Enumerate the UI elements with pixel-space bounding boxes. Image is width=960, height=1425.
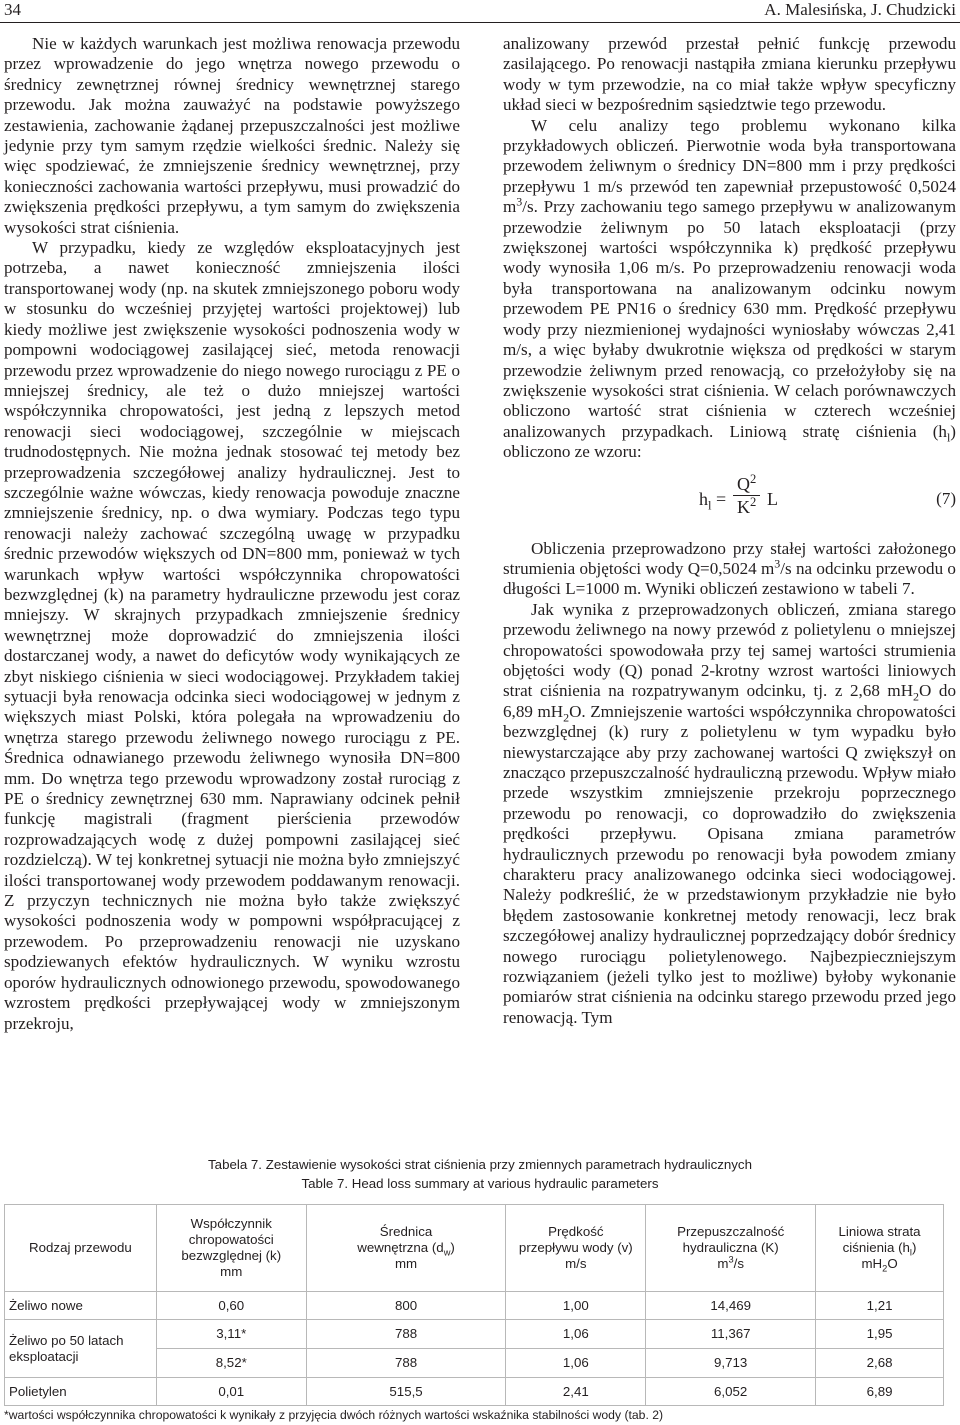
left-paragraph-2: W przypadku, kiedy ze względów eksploatacyjnych jest potrzeba, a nawet konieczność zmniejszenia ilości transportowanej wody (np. na skutek zmniejszonego poboru wody w stosunku do wcześniej przyjętej wartości projektowej) lub kiedy możliwe jest zwiększenie wysokości podnoszenia wody w pompowni wodociągowej zasilającej sieć, metoda renowacji przewodu przez wprowadzenie do niego nowego rurociągu z PE o mniejszej średnicy, ale też o dużo mniejszej wartości współczynnika chropowatości, jest jedną z lepszych metod renowacji sieci wodociągowej, szczególnie w miejscach trudnodostępnych. Nie można jednak stosować tej metody bez przeprowadzenia szczegółowej analizy hydraulicznej. Jest to szczególnie ważne wówczas, kiedy renowacja powoduje znaczne zmniejszenie średnicy, np. o dwa wymiary. Podczas tego typu renowacji należy zachować szczególną uwagę w przypadku średnic przewodów większych od DN=800 mm, ponieważ w tych warunkach wpływ wartości współczynnika chropowatości bezwzględnej (k) na parametry hydrauliczne przewodu jest coraz mniejszy. W skrajnych przypadkach zmniejszenie średnicy wewnętrznej może doprowadzić do zmniejszenia ilości dostarczanej wody, a nawet do deficytów wody wynikających ze zbyt niskiego ciśnienia w sieci wodociągowej. Przykładem takiej sytuacji była renowacja odcinka sieci wodociągowej w jednym z większych miast Polski, która polegała na wprowadzeniu do wnętrza starego przewodu żeliwnego nowego rurociągu z PE. Średnica odnawianego przewodu żeliwnego wynosiła DN=800 mm. Do wnętrza tego przewodu wprowadzony został rurociąg z PE o średnicy zewnętrznej 630 mm. Naprawiany odcinek pełnił funkcję magistrali (fragment pierścienia przewodów rozprowadzających wodę z dużej pompowni zasilającej sieć rozdzielczą). W tej konkretnej sytuacji nie można było zmniejszyć ilości transportowanej wody przewodem poddawanym renowacji. Z przyczyn technicznych nie można było także zwiększyć wysokości podnoszenia wody w pompowni współpracującej z przewodem. Po przeprowadzeniu renowacji nie uzyskano spodziewanych efektów hydraulicznych. W wyniku wzrostu oporów hydraulicznych odnowionego przewodu, spowodowanego wzrostem prędkości przepływającej wody w zmniejszonym przekroju, (4, 238, 460, 1033)
header-conductance: Przepuszczalność hydrauliczna (K) $m^3/s$ (646, 1205, 816, 1292)
formula-length: L (767, 488, 778, 509)
table-cell: Żeliwo nowe (5, 1292, 157, 1320)
table-row (5, 1320, 944, 1349)
table-cell: 3,11* (156, 1320, 306, 1349)
formula-lhs: $h_l$ = (699, 488, 727, 513)
header-diameter: Średnica wewnętrzna $(d_w)$ mm (306, 1205, 506, 1292)
table-cell: 9,713 (646, 1349, 816, 1378)
table-cell: 14,469 (646, 1292, 816, 1320)
header-rule (0, 22, 960, 23)
table-cell: 1,21 (816, 1292, 944, 1320)
table-caption-en: Table 7. Head loss summary at various hydraulic parameters (301, 1176, 659, 1191)
header-roughness: Współczynnik chropowatości bezwzględnej (k) mm (156, 1205, 306, 1292)
left-column (4, 34, 460, 1034)
right-paragraph-1: analizowany przewód przestał pełnić funkcję przewodu zasilającego. Po renowacji nastąpiła zmiana kierunku przepływu wody w tym przewodzie, na co miał także wpływ specyficzny układ sieci w bezpośrednim sąsiedztwie tego przewodu. (503, 34, 956, 115)
running-head: A. Malesińska, J. Chudzicki (764, 0, 956, 19)
table-row (5, 1378, 944, 1406)
table-cell: 788 (306, 1320, 506, 1349)
left-paragraph-1: Nie w każdych warunkach jest możliwa renowacja przewodu przez wprowadzenie do jego wnętrza nowego przewodu o średnicy zewnętrznej równej średnicy wewnętrznej starego przewodu. Jak można zauważyć na podstawie powyższego zestawienia, zachowanie żądanej przepuszczalności jest możliwe jedynie przy tym samym rzędzie wielkości średnic. Należy się więc spodziewać, że zmniejszenie średnicy wewnętrznej, przy konieczności zachowania wartości przepływu, musi prowadzić do zwiększenia prędkości przepływu, a tym samym do zwiększenia wysokości strat ciśnienia. (4, 34, 460, 237)
right-paragraph-2: W celu analizy tego problemu wykonano kilka przykładowych obliczeń. Pierwotnie woda była transportowana przewodem żeliwnym o średnicy DN=800 mm i przy prędkości przepływu 1 m/s przewód ten zapewniał przepustowość 0,5024 $m^3/s$. Przy zachowaniu tego samego przepływu w analizowanym przewodzie żeliwnym po 50 latach eksploatacji (przy zwiększonej wartości współczynnika k) prędkość przepływu wody wynosiła 1,06 m/s. Po przeprowadzeniu renowacji woda była transportowana na analizowanym odcinku nowym przewodem PE PN16 o średnicy 630 mm. Prędkość przepływu wody przy niezmienionej wydajności wyniosłaby wówczas 2,41 m/s, a więc byłaby dwukrotnie większa od prędkości w starym przewodzie żeliwnym przed renowacją, co przełożyłoby się na zwiększenie wysokości strat ciśnienia. W celach porównawczych obliczono wartość strat ciśnienia w czterech wcześniej analizowanych przypadkach. Liniową stratę ciśnienia $(h_l)$ obliczono ze wzoru: (503, 115, 956, 462)
right-column (503, 34, 956, 1028)
table-cell: 11,367 (646, 1320, 816, 1349)
table-cell: Polietylen (5, 1378, 157, 1406)
table-cell: 6,89 (816, 1378, 944, 1406)
table-cell: Żeliwo po 50 latach eksploatacji (5, 1320, 157, 1378)
table-cell: 2,68 (816, 1349, 944, 1378)
formula-7 (503, 473, 956, 527)
table-row (5, 1292, 944, 1320)
header-pipe-type: Rodzaj przewodu (5, 1205, 157, 1292)
table-caption-pl: Tabela 7. Zestawienie wysokości strat ciśnienia przy zmiennych parametrach hydraulicznych (208, 1157, 752, 1172)
table-cell: 2,41 (506, 1378, 646, 1406)
table-cell: 515,5 (306, 1378, 506, 1406)
table-cell: 800 (306, 1292, 506, 1320)
equation-number: (7) (936, 488, 956, 508)
head-loss-table (4, 1204, 944, 1406)
table-cell: 788 (306, 1349, 506, 1378)
header-velocity: Prędkość przepływu wody (v) m/s (506, 1205, 646, 1292)
table-cell: 8,52* (156, 1349, 306, 1378)
table-footnote: *wartości współczynnika chropowatości k wynikały z przyjęcia dwóch różnych wartości wskaźnika stabilności wody (tab. 2) (4, 1408, 664, 1422)
table-cell: 1,00 (506, 1292, 646, 1320)
header-head-loss: Liniowa strata ciśnienia $(h_l)$ $mH_2O$ (816, 1205, 944, 1292)
table-cell: 0,60 (156, 1292, 306, 1320)
table-cell: 6,052 (646, 1378, 816, 1406)
table-header-row (5, 1205, 944, 1292)
table-cell: 0,01 (156, 1378, 306, 1406)
table-cell: 1,06 (506, 1349, 646, 1378)
page-number: 34 (4, 0, 21, 19)
formula-fraction: $\frac{Q^2}{K^2}$ (733, 473, 760, 518)
table-cell: 1,95 (816, 1320, 944, 1349)
right-paragraph-3: Obliczenia przeprowadzono przy stałej wartości założonego strumienia objętości wody Q=0,5024 $m^3/s$ na odcinku przewodu o długości L=1000 m. Wyniki obliczeń zestawiono w tabeli 7. (503, 538, 956, 599)
table-cell: 1,06 (506, 1320, 646, 1349)
right-paragraph-4: Jak wynika z przeprowadzonych obliczeń, zmiana starego przewodu żeliwnego na nowy przewód z polietylenu o mniejszej chropowatości spowodowała przy tej samej wartości strumienia objętości wody (Q) ponad 2-krotny wzrost wartości liniowych strat ciśnienia na rozpatrywanym odcinku, tj. z 2,68 $mH_2O$ do 6,89 $mH_2O$. Zmniejszenie wartości współczynnika chropowatości bezwzględnej (k) rury z polietylenu w tym wypadku było niewystarczające aby przy zachowanej wartości Q zwiększył on znacząco przepuszczalność hydrauliczną przewodu. Wpływ miało przede wszystkim zmniejszenie przekroju poprzecznego przewodu po renowacji, co doprowadziło do zwiększenia prędkości przepływu. Opisana zmiana parametrów hydraulicznych przewodu po renowacji była powodem zmiany charakteru pracy analizowanego odcinka sieci wodociągowej. Należy podkreślić, że w przedstawionym przykładzie nie było błędem zastosowanie konkretnej metody renowacji, lecz brak szczegółowej analizy hydraulicznej poprzedzający dobór średnicy nowego rurociągu polietylenowego. Najbezpieczniejszym rozwiązaniem (jeżeli tylko jest to możliwe) byłoby wykonanie pomiarów strat ciśnienia na odcinku starego przewodu przed jego renowacją. Tym (503, 599, 957, 1027)
